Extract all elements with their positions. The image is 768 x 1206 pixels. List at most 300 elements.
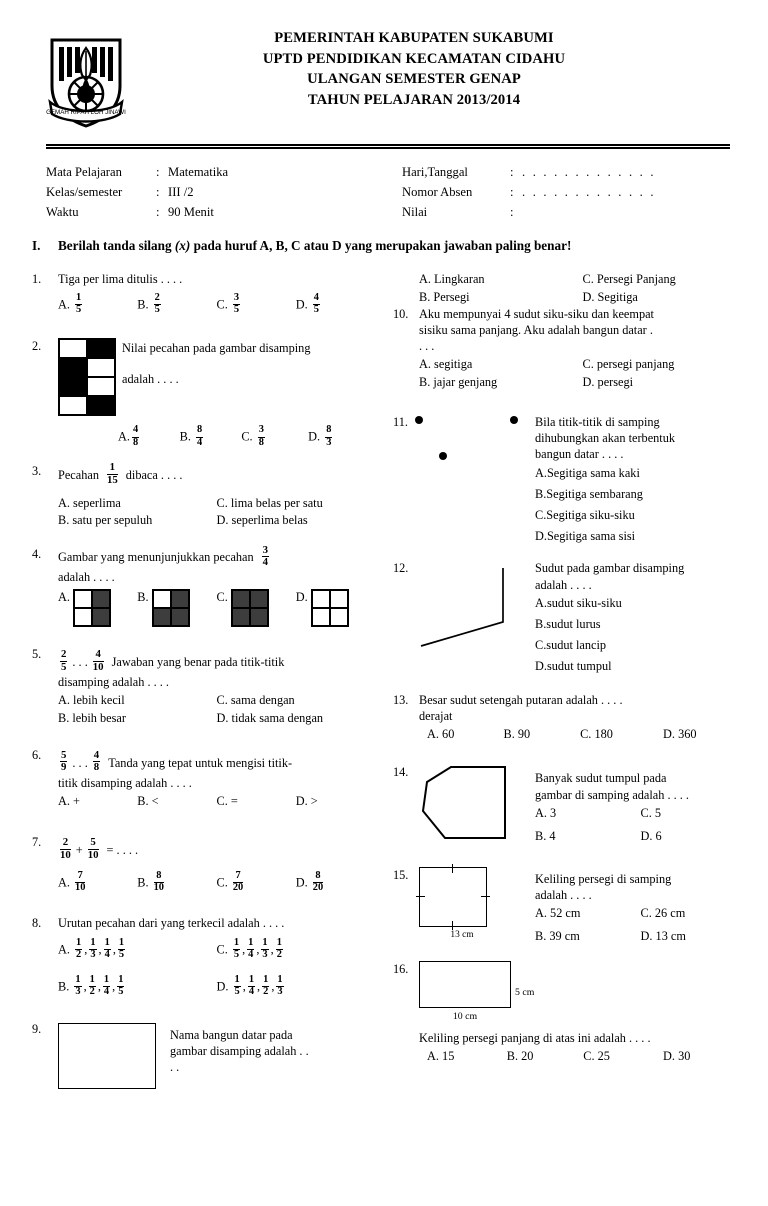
question-10-option-c[interactable]	[583, 356, 747, 372]
question-10-text-line-2: sisiku sama panjang. Aku adalah bangun datar .	[419, 322, 653, 337]
question-1-body	[58, 271, 375, 316]
square-cell	[330, 608, 348, 626]
option-b-fraction	[196, 425, 203, 448]
info-row-absence	[402, 183, 738, 203]
tick-mark-bottom	[452, 921, 453, 930]
fraction-denominator: 10	[92, 661, 104, 674]
fraction-denominator: 10	[87, 848, 99, 861]
option-label-c: C.	[216, 693, 228, 708]
question-14-options-row-2	[535, 828, 746, 844]
fraction-denominator: 5	[233, 949, 240, 961]
question-4-suffix: adalah . . . .	[58, 570, 115, 585]
question-1-option-c[interactable]	[216, 291, 296, 317]
question-15-option-c[interactable]	[641, 905, 747, 921]
question-6-option-c[interactable]	[217, 793, 296, 809]
square-cell	[74, 608, 92, 626]
question-10-body	[419, 306, 746, 390]
question-16-options	[419, 1048, 746, 1064]
question-6-option-a[interactable]	[58, 793, 137, 809]
question-13-option-d[interactable]	[663, 726, 746, 742]
tick-mark-right	[481, 896, 490, 897]
option-text-a: sudut siku-siku	[546, 595, 622, 610]
question-8-option-b[interactable]: B. $\frac{1}{3}$ , $\frac{1}{2}$ , $\frac{1}{4}$ , $\frac{1}{5}$	[58, 973, 124, 997]
fraction-denominator: 5	[118, 985, 124, 997]
question-1-number: 1.	[32, 272, 42, 287]
question-3-option-d[interactable]	[217, 512, 376, 528]
question-5-number: 5.	[32, 647, 42, 662]
questions-column-right	[389, 262, 746, 1088]
fraction-denominator: 10	[60, 848, 71, 861]
question-7-expression	[58, 835, 139, 862]
question-5-option-b[interactable]	[58, 710, 217, 726]
info-row-score	[402, 203, 738, 223]
option-text-b: jajar genjang	[433, 374, 498, 389]
question-4-prefix: Gambar yang menunjunjukkan pecahan	[58, 550, 254, 565]
option-label-c: C.	[583, 1048, 595, 1063]
square-cell	[171, 590, 189, 608]
question-5-option-c[interactable]	[217, 692, 376, 708]
question-11-text-line-2: dihubungkan akan terbentuk	[535, 431, 676, 446]
option-text-b: Persegi	[433, 289, 470, 304]
question-13-option-a[interactable]	[427, 726, 504, 742]
question-10-number: 10.	[393, 306, 409, 321]
option-text-c: 26 cm	[654, 906, 686, 920]
question-11-option-c[interactable]	[535, 507, 746, 523]
header-line-4: TAHUN PELAJARAN 2013/2014	[307, 92, 521, 109]
question-4-option-d[interactable]	[296, 589, 375, 627]
question-5-expression	[58, 650, 284, 674]
question-6-option-b[interactable]	[137, 793, 216, 809]
fraction-denominator: 10	[75, 881, 86, 893]
three-dots-figure	[415, 414, 535, 466]
question-15-option-b[interactable]	[535, 928, 641, 944]
info-label-score: Nilai	[402, 205, 428, 219]
option-text-d: 360	[678, 727, 697, 742]
grid-cell	[59, 339, 87, 358]
fraction-numerator: 1	[89, 973, 95, 985]
fraction-numerator: 1	[104, 936, 110, 948]
option-text-a: 15	[442, 1048, 455, 1063]
question-7-option-b[interactable]	[137, 869, 216, 895]
question-14-option-d[interactable]	[641, 828, 747, 844]
question-16-option-a[interactable]	[427, 1048, 507, 1064]
question-6-body	[58, 747, 375, 809]
square-cell	[232, 608, 250, 626]
fraction-denominator: 9	[61, 761, 67, 774]
question-2-number: 2.	[32, 339, 42, 354]
question-15-option-d[interactable]	[641, 928, 747, 944]
questions-column-left	[32, 262, 389, 1088]
question-16-option-c[interactable]	[583, 1048, 663, 1064]
question-11-option-a[interactable]	[535, 465, 746, 481]
fraction-denominator: 3	[277, 985, 283, 997]
question-14	[393, 764, 746, 846]
question-5-option-a[interactable]	[58, 692, 217, 708]
question-3-suffix: dibaca . . . .	[125, 468, 183, 483]
fraction-numerator: 1	[248, 973, 255, 985]
exam-info-left	[46, 163, 392, 223]
fraction-1	[233, 938, 240, 961]
question-4	[32, 543, 375, 628]
question-8-option-d[interactable]: D. $\frac{1}{5}$ , $\frac{1}{4}$ , $\frac{1}{2}$ , $\frac{1}{3}$	[216, 973, 283, 997]
option-label-a: A.	[419, 357, 431, 372]
fraction-denominator: 5	[61, 661, 67, 674]
fraction-numerator: 3	[262, 543, 269, 556]
info-value-date[interactable]: . . . . . . . . . . . . .	[522, 165, 656, 180]
option-text-a: 52 cm	[550, 906, 581, 920]
fraction-numerator: 5	[61, 748, 67, 761]
question-14-number: 14.	[393, 765, 409, 780]
question-3-option-a[interactable]	[58, 495, 217, 511]
question-13-body	[419, 692, 746, 743]
option-b-fraction	[154, 293, 161, 316]
fraction-4	[117, 975, 124, 998]
fraction-numerator: 7	[235, 869, 241, 881]
option-label-b: B.	[137, 590, 149, 605]
question-10-text-line-3: . . .	[419, 339, 435, 354]
question-5-dots: . . .	[72, 655, 88, 670]
question-12-option-d[interactable]	[535, 658, 746, 674]
grid-cell	[87, 396, 115, 415]
question-2-options	[118, 426, 375, 449]
option-label-b: B.	[535, 829, 547, 843]
question-4-option-c[interactable]	[217, 589, 296, 627]
question-10-option-a[interactable]	[419, 356, 583, 372]
question-9-options-row-1	[419, 271, 746, 287]
question-6-fraction-1	[60, 750, 67, 774]
option-text-a: segitiga	[434, 357, 473, 372]
fraction-denominator: 5	[313, 303, 319, 315]
question-8-text: Urutan pecahan dari yang terkecil adalah . . . .	[58, 915, 285, 930]
option-label-a: A.	[58, 296, 70, 311]
option-label-a: A.	[535, 906, 547, 920]
question-13-option-b[interactable]	[504, 726, 581, 742]
fraction-4	[276, 975, 283, 998]
fraction-numerator: 4	[132, 424, 139, 436]
question-5-option-d[interactable]	[217, 710, 376, 726]
option-text-c: sama dengan	[230, 693, 295, 708]
question-7-option-d[interactable]	[295, 869, 375, 895]
fraction-denominator: 2	[89, 985, 95, 997]
question-8-option-c[interactable]: C. $\frac{1}{5}$ , $\frac{1}{4}$ , $\frac{1}{3}$ , $\frac{1}{2}$	[216, 936, 282, 961]
header-title-block	[136, 28, 738, 111]
option-label-c: C.	[216, 496, 228, 511]
option-text-a: seperlima	[73, 496, 121, 511]
question-7-option-c[interactable]	[216, 869, 296, 895]
fraction-denominator: 4	[103, 985, 110, 997]
option-label-d: D.	[582, 374, 595, 389]
option-label-b: B.	[419, 374, 431, 389]
option-label-c: C.	[582, 272, 594, 287]
question-1-option-d[interactable]	[295, 291, 375, 317]
question-4-option-b[interactable]	[137, 589, 216, 627]
section-instruction	[0, 223, 768, 254]
fraction-3	[103, 975, 110, 998]
option-d-fraction	[313, 871, 323, 894]
section-roman-numeral: I.	[32, 237, 41, 253]
option-label-d: D.	[295, 296, 308, 311]
fraction-numerator: 1	[76, 936, 82, 948]
obtuse-angle-figure	[415, 560, 525, 650]
fraction-numerator: 8	[197, 424, 203, 436]
option-label-d: D.	[640, 929, 653, 944]
question-12-number: 12.	[393, 561, 409, 576]
fraction-denominator: 3	[326, 436, 332, 448]
question-12-option-c[interactable]	[535, 637, 746, 653]
question-9-figure	[58, 1021, 170, 1089]
question-7-options	[58, 869, 375, 895]
fraction-numerator: 7	[77, 869, 83, 881]
square-cell	[232, 590, 250, 608]
fraction-numerator: 1	[118, 936, 125, 948]
fraction-2	[89, 938, 96, 961]
option-text-b: lebih besar	[72, 710, 126, 725]
question-3-fraction	[107, 462, 118, 486]
question-2-text-line-2: adalah . . . .	[122, 371, 179, 386]
question-1	[32, 271, 375, 316]
option-text-b: <	[151, 793, 159, 808]
fraction-denominator: 3	[262, 949, 268, 961]
question-15-option-a[interactable]	[535, 905, 641, 921]
question-15-figure	[419, 867, 535, 945]
rectangle-figure	[419, 961, 511, 1008]
question-10-option-b[interactable]	[419, 374, 583, 390]
question-10-option-d[interactable]	[583, 374, 747, 390]
square-cell	[153, 590, 171, 608]
question-6-option-d[interactable]	[296, 793, 375, 809]
logo-motto-text: GEMAH RIPAH LOH JINAWI	[46, 109, 126, 116]
square-cell	[250, 608, 268, 626]
question-4-number: 4.	[32, 546, 42, 561]
info-value-absence[interactable]: . . . . . . . . . . . . .	[522, 185, 656, 200]
question-3-option-b[interactable]	[58, 512, 217, 528]
question-6-text-line-2: titik disamping adalah . . . .	[58, 775, 192, 790]
question-8-number: 8.	[32, 915, 42, 930]
question-1-option-b[interactable]	[137, 291, 216, 317]
option-label-a: A.	[58, 793, 70, 808]
option-label-d: D.	[663, 727, 675, 742]
option-text-d: Segitiga	[597, 289, 638, 304]
fraction-numerator: 3	[233, 291, 240, 303]
info-value-score[interactable]	[522, 203, 738, 223]
question-8-option-a[interactable]: A. $\frac{1}{2}$ , $\frac{1}{3}$ , $\frac{1}{4}$ , $\frac{1}{5}$	[58, 936, 125, 961]
info-sep-score: :	[510, 205, 514, 219]
question-16-body	[419, 961, 746, 1063]
question-9-option-d[interactable]	[583, 289, 747, 305]
option-text-c: persegi panjang	[596, 357, 675, 372]
option-text-b: 4	[549, 829, 556, 843]
info-value-subject: Matematika	[168, 165, 229, 180]
info-label-duration: Waktu	[46, 205, 79, 219]
option-text-b: Segitiga sembarang	[546, 486, 643, 501]
question-16-option-d[interactable]	[663, 1048, 746, 1064]
question-14-figure	[419, 764, 535, 846]
question-14-option-c[interactable]	[641, 805, 747, 821]
question-12-text-line-2: adalah . . . .	[535, 577, 592, 592]
fraction-denominator: 4	[248, 985, 255, 997]
instruction-part-1: Berilah tanda silang	[58, 237, 172, 253]
question-13-options	[419, 726, 746, 742]
option-label-c: C.	[640, 805, 652, 820]
info-sep-duration: :	[156, 205, 160, 219]
question-12	[393, 560, 746, 674]
question-9-options	[393, 271, 746, 304]
fraction-denominator: 8	[93, 761, 100, 774]
question-2-option-c[interactable]	[241, 426, 308, 449]
option-label-d: D.	[535, 529, 547, 544]
question-4-options	[58, 589, 375, 627]
question-7-option-a[interactable]	[58, 869, 137, 895]
question-4-option-a[interactable]	[58, 589, 137, 627]
fraction-1	[74, 975, 81, 998]
question-3-prefix: Pecahan	[58, 468, 99, 483]
grid-cell	[59, 358, 87, 377]
question-2-option-a[interactable]	[118, 426, 180, 449]
option-label-b: B.	[137, 296, 149, 311]
option-a-fraction	[75, 871, 85, 894]
info-label-subject: Mata Pelajaran	[46, 165, 122, 180]
fraction-numerator: 2	[154, 291, 160, 303]
option-text-a: Segitiga sama kaki	[546, 465, 640, 480]
option-label-d: D.	[295, 793, 308, 808]
grid-cell	[59, 377, 87, 396]
question-5-fraction-2	[93, 649, 104, 673]
question-5-fraction-1	[60, 649, 67, 673]
question-15-text-line-2: adalah . . . .	[535, 887, 592, 902]
option-text-c: Segitiga siku-siku	[546, 507, 635, 522]
question-2-option-b[interactable]	[180, 426, 242, 449]
fraction-denominator: 20	[232, 881, 244, 893]
fraction-denominator: 8	[132, 436, 139, 448]
fraction-4	[118, 938, 125, 961]
option-label-d: D.	[663, 1048, 676, 1063]
option-label-d: D.	[640, 829, 653, 843]
info-label-class: Kelas/semester	[46, 185, 123, 200]
question-5-options-row-1	[58, 692, 375, 708]
fraction-denominator: 3	[75, 985, 81, 997]
fraction-numerator: 1	[103, 973, 110, 985]
question-16-figure	[419, 961, 746, 1008]
info-row-subject	[46, 163, 392, 183]
fraction-numerator: 1	[118, 973, 124, 985]
fraction-denominator: 3	[90, 949, 96, 961]
info-row-duration	[46, 203, 392, 223]
fraction-denominator: 4	[248, 949, 254, 961]
question-12-text-line-1: Sudut pada gambar disamping	[535, 561, 685, 576]
option-label-b: B.	[137, 793, 149, 808]
question-2	[32, 338, 375, 449]
question-7-equals: = . . . .	[106, 842, 139, 857]
question-6	[32, 747, 375, 809]
fraction-numerator: 1	[75, 973, 81, 985]
question-16-number: 16.	[393, 962, 409, 977]
question-7-number: 7.	[32, 834, 42, 849]
question-8-body	[58, 915, 375, 999]
question-6-expression	[58, 748, 293, 775]
question-11	[393, 414, 746, 545]
question-11-figure	[415, 414, 535, 545]
info-row-date	[402, 163, 738, 183]
header-line-1: PEMERINTAH KABUPATEN SUKABUMI	[274, 30, 554, 46]
option-label-c: C.	[216, 874, 228, 889]
square-cell	[92, 590, 110, 608]
option-label-c: C.	[535, 507, 547, 522]
option-text-c: =	[230, 793, 238, 808]
option-text-c: 25	[597, 1048, 610, 1063]
fraction-denominator: 4	[104, 949, 110, 961]
square-cell	[250, 590, 268, 608]
question-14-option-b[interactable]	[535, 828, 641, 844]
question-9-option-b[interactable]	[419, 289, 583, 305]
option-text-b: satu per sepuluh	[72, 513, 153, 528]
question-11-option-b[interactable]	[535, 486, 746, 502]
grid-cell	[87, 339, 115, 358]
tick-mark-left	[416, 896, 425, 897]
option-c-fraction	[233, 293, 240, 316]
fraction-numerator: 1	[233, 936, 240, 948]
option-text-d: 13 cm	[655, 929, 686, 944]
question-2-option-d[interactable]	[308, 426, 375, 449]
fraction-2	[247, 938, 254, 961]
question-13	[393, 692, 746, 743]
header-line-3: ULANGAN SEMESTER GENAP	[307, 71, 521, 88]
info-label-absence: Nomor Absen	[402, 185, 473, 200]
question-12-option-b[interactable]	[535, 616, 746, 632]
option-label-a: A.	[118, 429, 130, 444]
question-13-option-c[interactable]	[580, 726, 663, 742]
question-8-options-row-1	[58, 936, 375, 962]
info-label-date: Hari,Tanggal	[402, 165, 468, 180]
question-9-option-c[interactable]	[583, 271, 747, 287]
option-label-a: A.	[58, 590, 70, 605]
option-c-square-figure	[231, 589, 269, 627]
fraction-numerator: 1	[109, 461, 116, 474]
option-label-a: A.	[535, 465, 547, 480]
fraction-2	[248, 975, 255, 998]
instruction-italic-x: (x)	[174, 237, 191, 253]
question-11-option-d[interactable]	[535, 528, 746, 544]
dot-point-c	[439, 452, 447, 460]
question-4-body	[58, 543, 375, 628]
question-9-body	[58, 1021, 375, 1089]
option-label-d: D.	[216, 979, 229, 993]
option-d-square-figure	[311, 589, 349, 627]
fraction-4	[276, 938, 283, 961]
question-7-body	[58, 834, 375, 895]
question-12-option-a[interactable]	[535, 595, 746, 611]
question-3-options-row-2	[58, 512, 375, 528]
option-text-d: tidak sama dengan	[231, 710, 324, 725]
question-3-option-c[interactable]	[217, 495, 376, 511]
fraction-denominator: 8	[258, 436, 264, 448]
question-14-body	[419, 764, 746, 846]
question-1-option-a[interactable]	[58, 291, 137, 317]
question-2-figure	[58, 338, 122, 416]
question-14-option-a[interactable]	[535, 805, 641, 821]
fraction-denominator: 5	[118, 949, 125, 961]
question-4-fraction	[262, 545, 269, 569]
question-9-option-a[interactable]	[419, 271, 583, 287]
fraction-grid-figure	[58, 338, 116, 416]
question-15-options-row-2	[535, 928, 746, 944]
question-16-option-b[interactable]	[507, 1048, 584, 1064]
option-text-c: 180	[594, 727, 613, 742]
grid-cell	[59, 396, 87, 415]
pentagon-polygon-figure	[419, 764, 511, 842]
question-14-text-line-1: Banyak sudut tumpul pada	[535, 771, 667, 786]
questions-columns	[0, 254, 768, 1088]
fraction-3	[261, 938, 268, 961]
